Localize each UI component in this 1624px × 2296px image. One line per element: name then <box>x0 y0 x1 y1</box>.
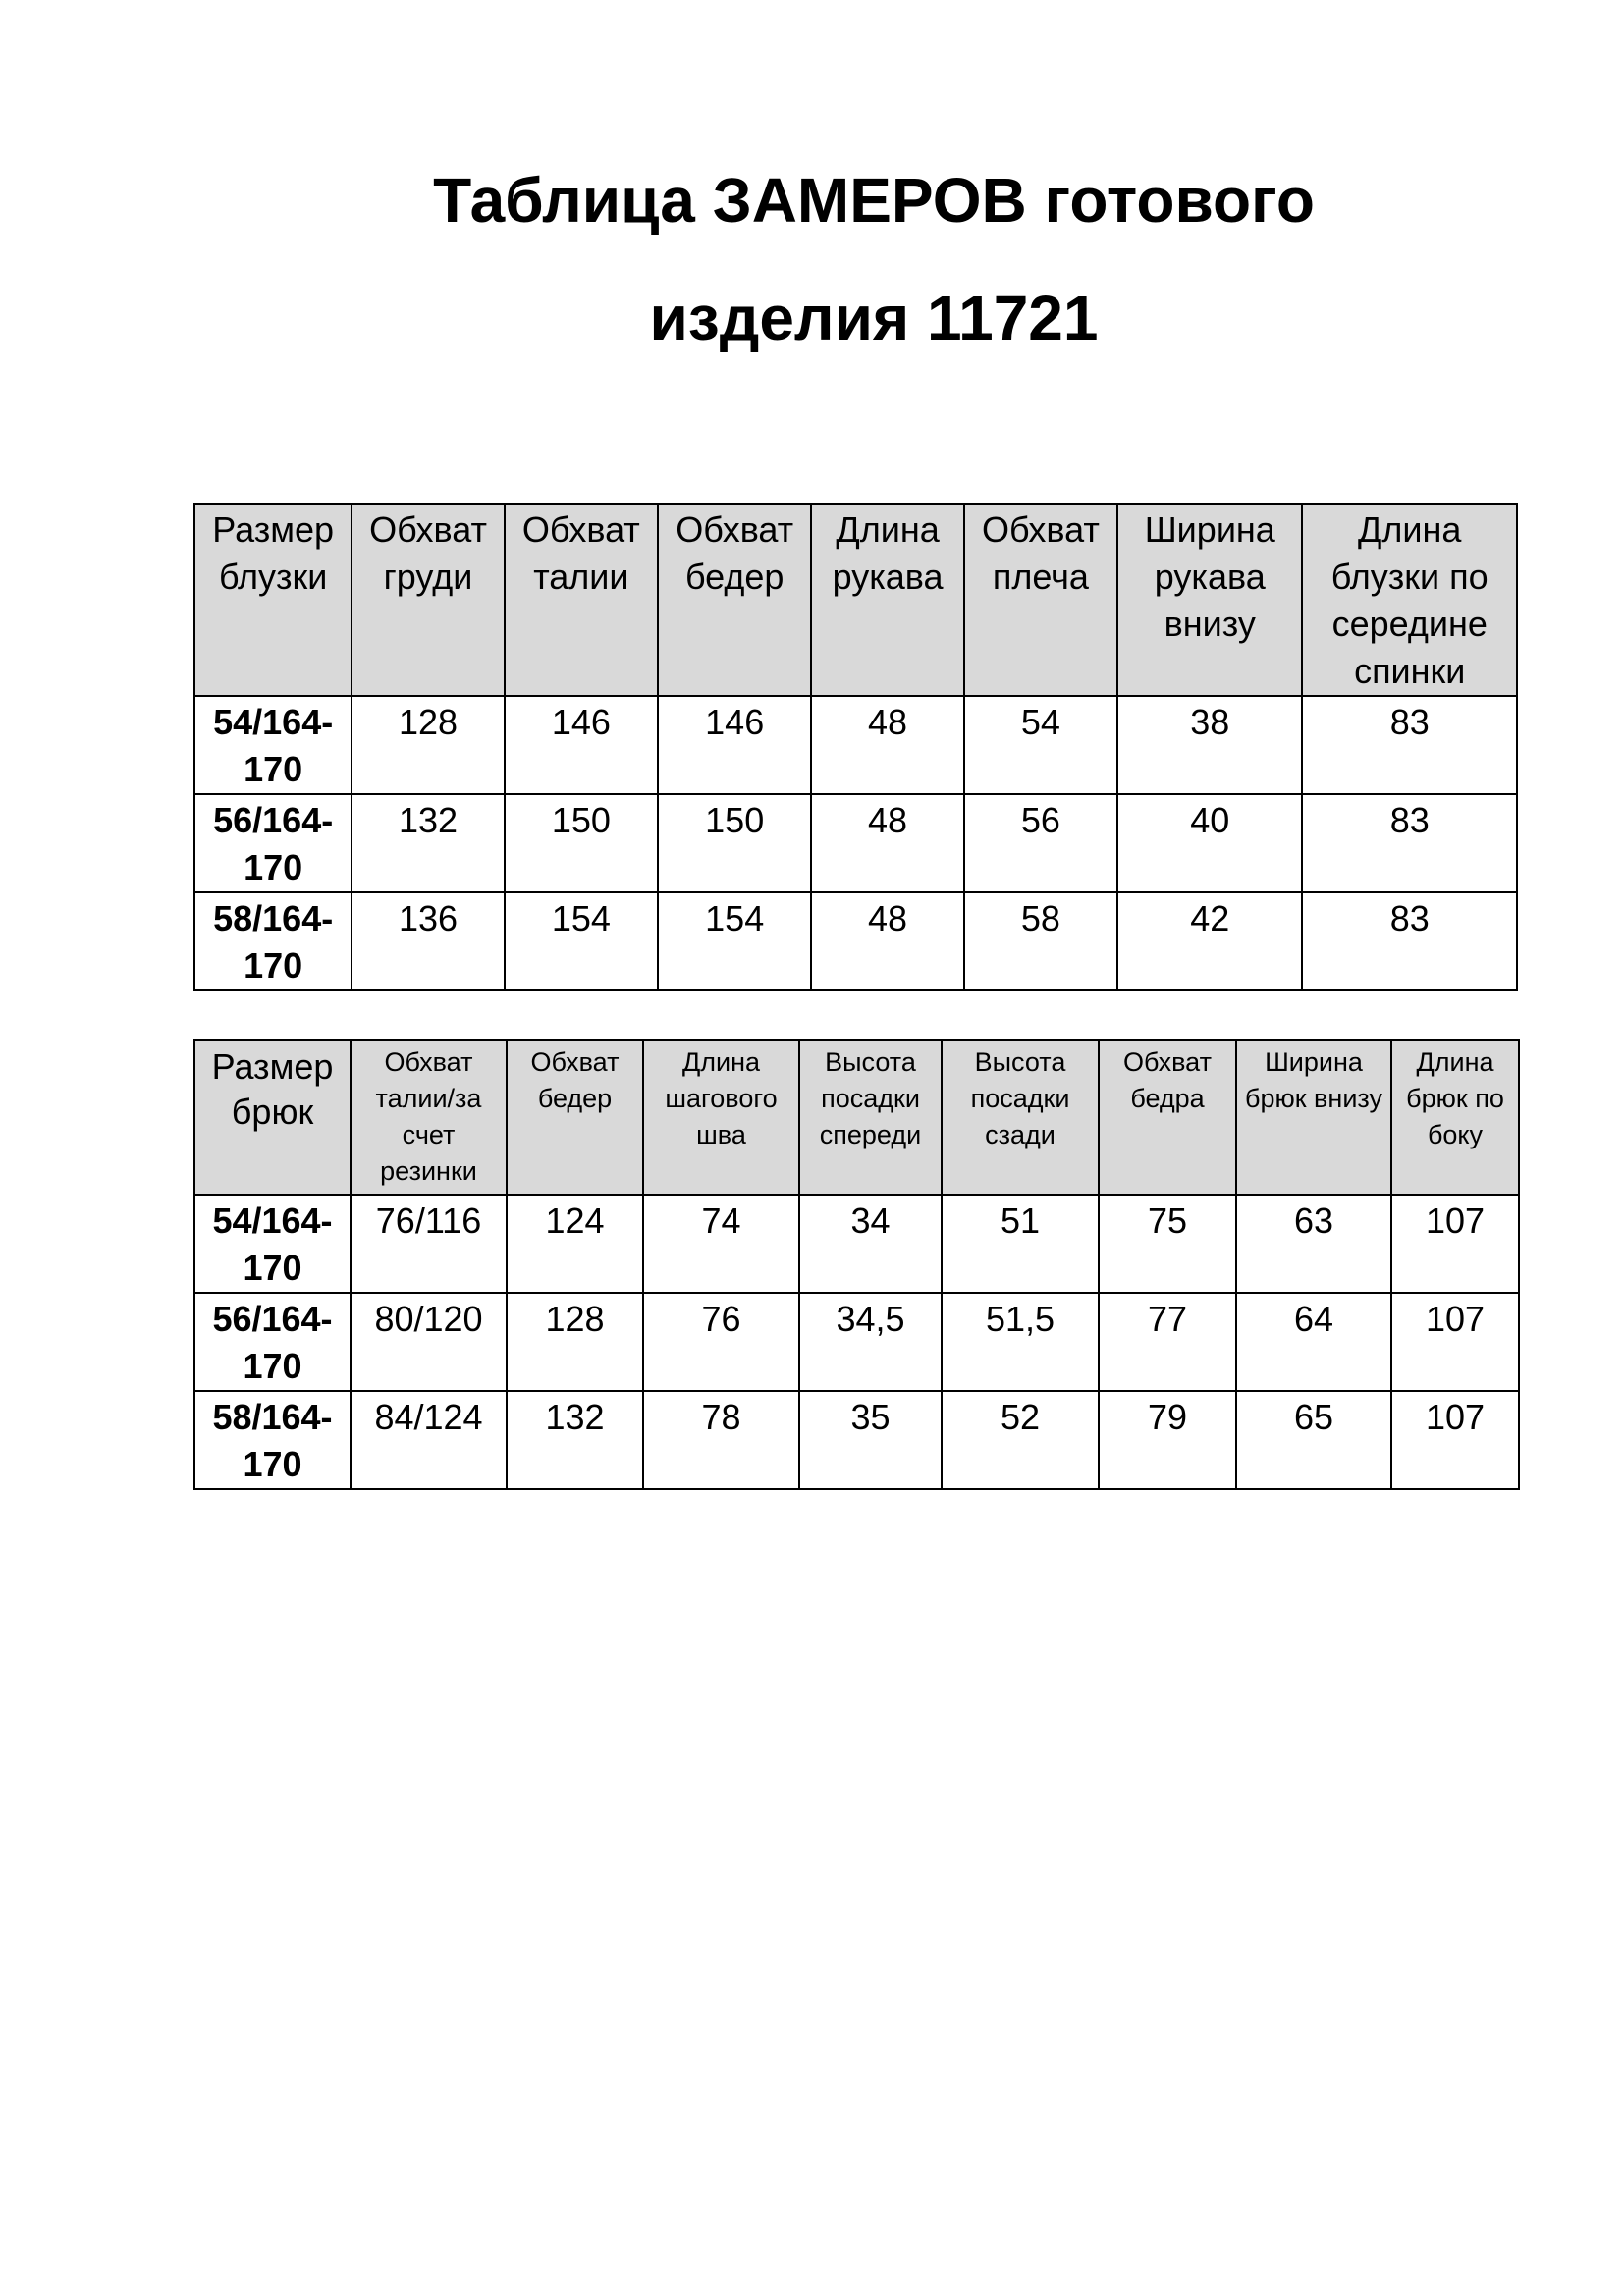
table-cell: 136 <box>352 892 504 990</box>
page-title-line-2: изделия 11721 <box>649 283 1099 353</box>
table-row <box>194 794 1517 892</box>
table-row <box>194 1391 1519 1489</box>
table-cell: 128 <box>507 1293 643 1391</box>
table-cell: 48 <box>811 794 963 892</box>
table-cell: 132 <box>507 1391 643 1489</box>
table-cell: 34,5 <box>799 1293 942 1391</box>
table-cell: 79 <box>1099 1391 1236 1489</box>
table-cell: 40 <box>1117 794 1302 892</box>
table-cell: 48 <box>811 892 963 990</box>
table-cell: 107 <box>1391 1293 1519 1391</box>
table-cell: 58 <box>964 892 1117 990</box>
table-cell: 150 <box>505 794 658 892</box>
blouse-measurements-table <box>193 503 1518 991</box>
table-cell: 63 <box>1236 1195 1391 1293</box>
blouse-header-sleeve-length: Длина рукава <box>811 504 963 696</box>
table-row <box>194 892 1517 990</box>
table-cell: 65 <box>1236 1391 1391 1489</box>
table-cell: 128 <box>352 696 504 794</box>
table-cell: 52 <box>942 1391 1099 1489</box>
table-cell: 124 <box>507 1195 643 1293</box>
trousers-measurements-table <box>193 1039 1520 1490</box>
page-title-line-1: Таблица ЗАМЕРОВ готового <box>433 165 1315 236</box>
blouse-header-row <box>194 504 1517 696</box>
table-cell: 146 <box>505 696 658 794</box>
table-cell: 48 <box>811 696 963 794</box>
trousers-header-front-rise: Высота посадки спереди <box>799 1040 942 1195</box>
table-cell: 78 <box>643 1391 799 1489</box>
table-row <box>194 1195 1519 1293</box>
table-cell: 35 <box>799 1391 942 1489</box>
table-cell: 64 <box>1236 1293 1391 1391</box>
trousers-header-side-length: Длина брюк по боку <box>1391 1040 1519 1195</box>
trousers-header-thigh: Обхват бедра <box>1099 1040 1236 1195</box>
size-cell: 58/164-170 <box>194 892 352 990</box>
blouse-header-sleeve-width: Ширина рукава внизу <box>1117 504 1302 696</box>
table-cell: 42 <box>1117 892 1302 990</box>
size-cell: 54/164-170 <box>194 1195 351 1293</box>
table-cell: 54 <box>964 696 1117 794</box>
table-cell: 34 <box>799 1195 942 1293</box>
size-cell: 56/164-170 <box>194 794 352 892</box>
blouse-header-waist: Обхват талии <box>505 504 658 696</box>
table-cell: 107 <box>1391 1391 1519 1489</box>
table-cell: 80/120 <box>351 1293 507 1391</box>
blouse-header-chest: Обхват груди <box>352 504 504 696</box>
table-row <box>194 1293 1519 1391</box>
table-row <box>194 696 1517 794</box>
trousers-header-row <box>194 1040 1519 1195</box>
trousers-header-inseam: Длина шагового шва <box>643 1040 799 1195</box>
blouse-header-shoulder: Обхват плеча <box>964 504 1117 696</box>
table-cell: 154 <box>505 892 658 990</box>
trousers-header-hips: Обхват бедер <box>507 1040 643 1195</box>
table-cell: 154 <box>658 892 811 990</box>
trousers-header-waist: Обхват талии/за счет резинки <box>351 1040 507 1195</box>
blouse-header-size: Размер блузки <box>194 504 352 696</box>
table-cell: 56 <box>964 794 1117 892</box>
blouse-header-back-length: Длина блузки по середине спинки <box>1302 504 1517 696</box>
table-cell: 83 <box>1302 696 1517 794</box>
table-cell: 51 <box>942 1195 1099 1293</box>
table-cell: 83 <box>1302 892 1517 990</box>
table-cell: 75 <box>1099 1195 1236 1293</box>
table-cell: 51,5 <box>942 1293 1099 1391</box>
table-cell: 74 <box>643 1195 799 1293</box>
table-cell: 146 <box>658 696 811 794</box>
table-cell: 83 <box>1302 794 1517 892</box>
table-cell: 150 <box>658 794 811 892</box>
table-cell: 107 <box>1391 1195 1519 1293</box>
size-cell: 58/164-170 <box>194 1391 351 1489</box>
size-cell: 56/164-170 <box>194 1293 351 1391</box>
table-cell: 84/124 <box>351 1391 507 1489</box>
table-cell: 77 <box>1099 1293 1236 1391</box>
size-cell: 54/164-170 <box>194 696 352 794</box>
trousers-header-hem-width: Ширина брюк внизу <box>1236 1040 1391 1195</box>
table-cell: 76 <box>643 1293 799 1391</box>
trousers-header-back-rise: Высота посадки сзади <box>942 1040 1099 1195</box>
table-cell: 76/116 <box>351 1195 507 1293</box>
trousers-header-size: Размер брюк <box>194 1040 351 1195</box>
table-cell: 132 <box>352 794 504 892</box>
table-cell: 38 <box>1117 696 1302 794</box>
blouse-header-hips: Обхват бедер <box>658 504 811 696</box>
